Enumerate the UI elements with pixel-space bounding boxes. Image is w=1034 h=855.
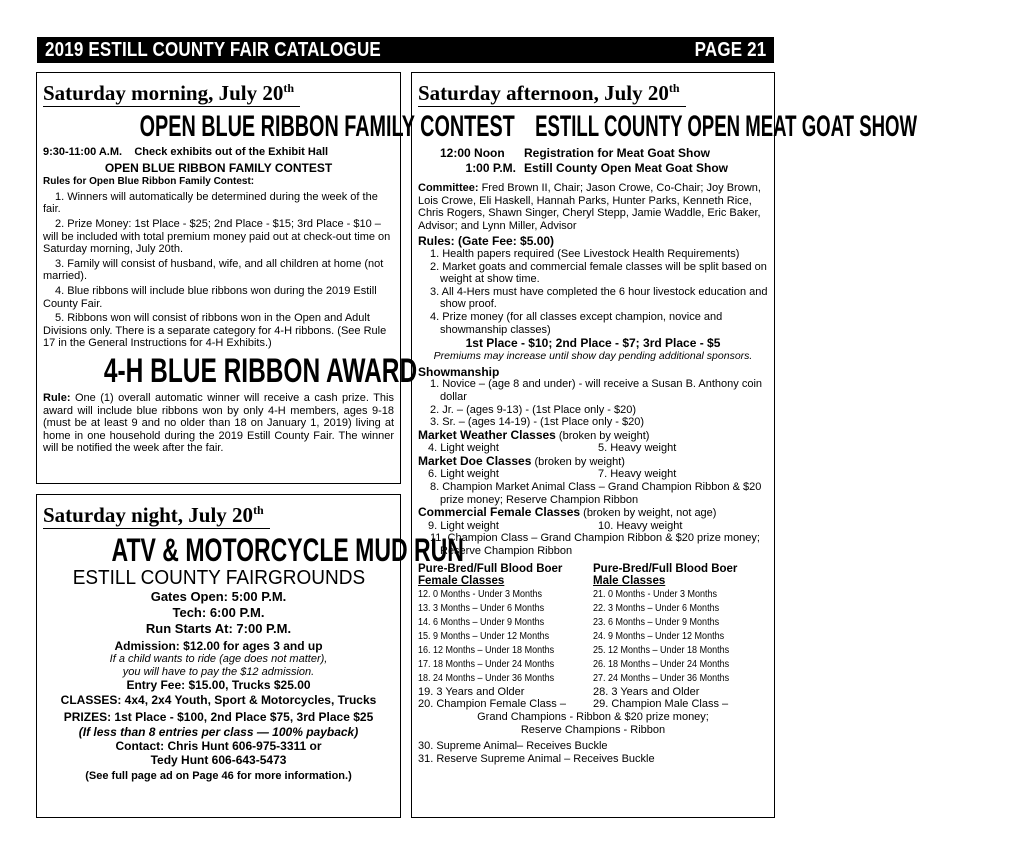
contact: Tedy Hunt 606-643-5473 (150, 753, 287, 768)
weather-heading: Market Weather Classes (broken by weight) (418, 427, 650, 442)
prizes: PRIZES: 1st Place - $100, 2nd Place $75, 3rd Place $25 (63, 710, 374, 725)
boer-female-column: Pure-Bred/Full Blood Boer Female Classes 12. 0 Months - Under 3 Months 13. 3 Months – Under 6 Months 14. 6 Months – Under 9 Months 15. 9 Months – Under 12 Months 16. 12 Months – Under 18 Months 17. 18 Months – Under 24 Months 18. 24 Months – Under 36 Months 19. 3 Years and Older 20. Champion Female Class – (418, 562, 566, 711)
goat-show-heading: ESTILL COUNTY OPEN MEAT GOAT SHOW (535, 110, 918, 143)
child-note: you will have to pay the $12 admission. (122, 665, 315, 678)
schedule-row: 12:00 Noon Registration for Meat Goat Show (440, 146, 711, 160)
rule-item: 4. Blue ribbons will include blue ribbons won during the 2019 Estill County Fair. (43, 284, 377, 310)
section-title: Saturday afternoon, July 20th (418, 75, 686, 107)
payback-note: (If less than 8 entries per class — 100% payback) (78, 725, 359, 740)
award-heading: 4-H BLUE RIBBON AWARD (103, 351, 418, 390)
commercial-champion: 11. Champion Class – Grand Champion Ribbon & $20 prize money; Reserve Champion Ribbon (430, 532, 760, 558)
tech-time: Tech: 6:00 P.M. (172, 605, 265, 620)
award-rule: Rule: One (1) overall automatic winner will receive a cash prize. This award will include blue ribbons won by only 4-H members, ages 9-18 (must be at least 9 and no older than 18 on January 1, 2019) living at home in one household during the 2019 Estill County Fair. The winner will be notified the week after the fair. (43, 391, 394, 455)
rule-item: 4. Prize money (for all classes except champion, novice and showmanship classes) (430, 310, 723, 336)
exhibit-checkout-line: 9:30-11:00 A.M. Check exhibits out of the Exhibit Hall (43, 146, 329, 158)
boer-male-column: Pure-Bred/Full Blood Boer Male Classes 21. 0 Months - Under 3 Months 22. 3 Months – Under 6 Months 23. 6 Months – Under 9 Months 24. 9 Months – Under 12 Months 25. 12 Months – Under 18 Months 26. 18 Months – Under 24 Months 27. 24 Months – Under 36 Months 28. 3 Years and Older 29. Champion Male Class – (593, 562, 738, 711)
schedule-row: 1:00 P.M. Estill County Open Meat Goat Show (465, 161, 729, 175)
see-ad-note: (See full page ad on Page 46 for more information.) (85, 770, 352, 783)
saturday-afternoon-box (411, 72, 918, 818)
rule-item: 3. Family will consist of husband, wife, and all children at home (not married). (43, 257, 384, 283)
showmanship-item: 3. Sr. – (ages 14-19) - (1st Place only - $20) (430, 416, 644, 429)
doe-heading: Market Doe Classes (broken by weight) (418, 453, 625, 468)
boer-champion-prize: Reserve Champions - Ribbon (520, 723, 666, 736)
section-title: Saturday morning, July 20th (43, 75, 300, 107)
page-number: PAGE 21 (694, 38, 766, 61)
reserve-supreme-animal: 31. Reserve Supreme Animal – Receives Buckle (418, 752, 655, 765)
run-start: Run Starts At: 7:00 P.M. (145, 621, 292, 636)
rule-item: 1. Health papers required (See Livestock Health Requirements) (430, 247, 740, 260)
contest-heading: OPEN BLUE RIBBON FAMILY CONTEST (139, 110, 515, 143)
rule-item: 2. Market goats and commercial female classes will be split based on weight at show time. (430, 260, 767, 286)
venue: ESTILL COUNTY FAIRGROUNDS (72, 567, 365, 589)
premium-note: Premiums may increase until show day pending additional sponsors. (433, 350, 753, 363)
showmanship-heading: Showmanship (418, 364, 500, 379)
rules-heading: Rules for Open Blue Ribbon Family Contest: (43, 176, 255, 188)
rule-item: 3. All 4-Hers must have completed the 6 hour livestock education and show proof. (430, 285, 768, 311)
saturday-night-box (36, 494, 464, 818)
rule-item: 2. Prize Money: 1st Place - $25; 2nd Place - $15; 3rd Place - $10 – will be included with total premium money paid out at check-out time on Saturday morning, July 20th. (43, 217, 391, 256)
entry-fee: Entry Fee: $15.00, Trucks $25.00 (126, 678, 311, 693)
boer-champion-prize: Grand Champions - Ribbon & $20 prize money; (477, 711, 709, 723)
contest-subheading: OPEN BLUE RIBBON FAMILY CONTEST (104, 160, 333, 175)
committee: Committee: Fred Brown II, Chair; Jason Crowe, Co-Chair; Joy Brown, Lois Crowe, Eli Haskell, Hannah Parks, Hunter Parks, Kenneth Rice, Chris Rogers, Shawn Singer, Cheryl Stepp, Jamie Waddle, Eric Baker, Advisor; and Lynn Miller, Advisor (418, 182, 761, 232)
boer-classes (418, 563, 768, 711)
catalogue-title: 2019 ESTILL COUNTY FAIR CATALOGUE (45, 38, 381, 61)
classes: CLASSES: 4x4, 2x4 Youth, Sport & Motorcycles, Trucks (60, 693, 377, 708)
weather-classes: 4. Light weight 5. Heavy weight (428, 442, 677, 455)
supreme-animal: 30. Supreme Animal– Receives Buckle (418, 740, 608, 753)
rule-item: 5. Ribbons won will consist of ribbons won in the Open and Adult Divisions only. There is a separate category for 4-H ribbons. (See Rule 17 in the General Instructions for 4-H Exhibits.) (43, 312, 387, 350)
rule-item: 1. Winners will automatically be determined during the week of the fair. (43, 190, 378, 216)
section-title: Saturday night, July 20th (43, 497, 270, 529)
showmanship-item: 1. Novice – (age 8 and under) - will receive a Susan B. Anthony coin dollar (430, 378, 763, 403)
contact: Contact: Chris Hunt 606-975-3311 or (115, 739, 322, 754)
doe-champion: 8. Champion Market Animal Class – Grand Champion Ribbon & $20 prize money; Reserve Champion Ribbon (430, 481, 762, 506)
rules-heading: Rules: (Gate Fee: $5.00) (418, 234, 555, 249)
commercial-heading: Commercial Female Classes (broken by weight, not age) (418, 505, 717, 520)
gates-open: Gates Open: 5:00 P.M. (150, 589, 287, 604)
doe-classes: 6. Light weight 7. Heavy weight (428, 468, 677, 481)
showmanship-item: 2. Jr. – (ages 9-13) - (1st Place only - $20) (430, 403, 637, 416)
prize-line: 1st Place - $10; 2nd Place - $7; 3rd Place - $5 (465, 336, 721, 351)
child-note: If a child wants to ride (age does not matter), (109, 653, 328, 665)
page-header (37, 37, 774, 63)
admission: Admission: $12.00 for ages 3 and up (114, 639, 323, 653)
mud-run-heading: ATV & MOTORCYCLE MUD RUN (111, 532, 464, 568)
commercial-classes: 9. Light weight 10. Heavy weight (428, 519, 683, 532)
